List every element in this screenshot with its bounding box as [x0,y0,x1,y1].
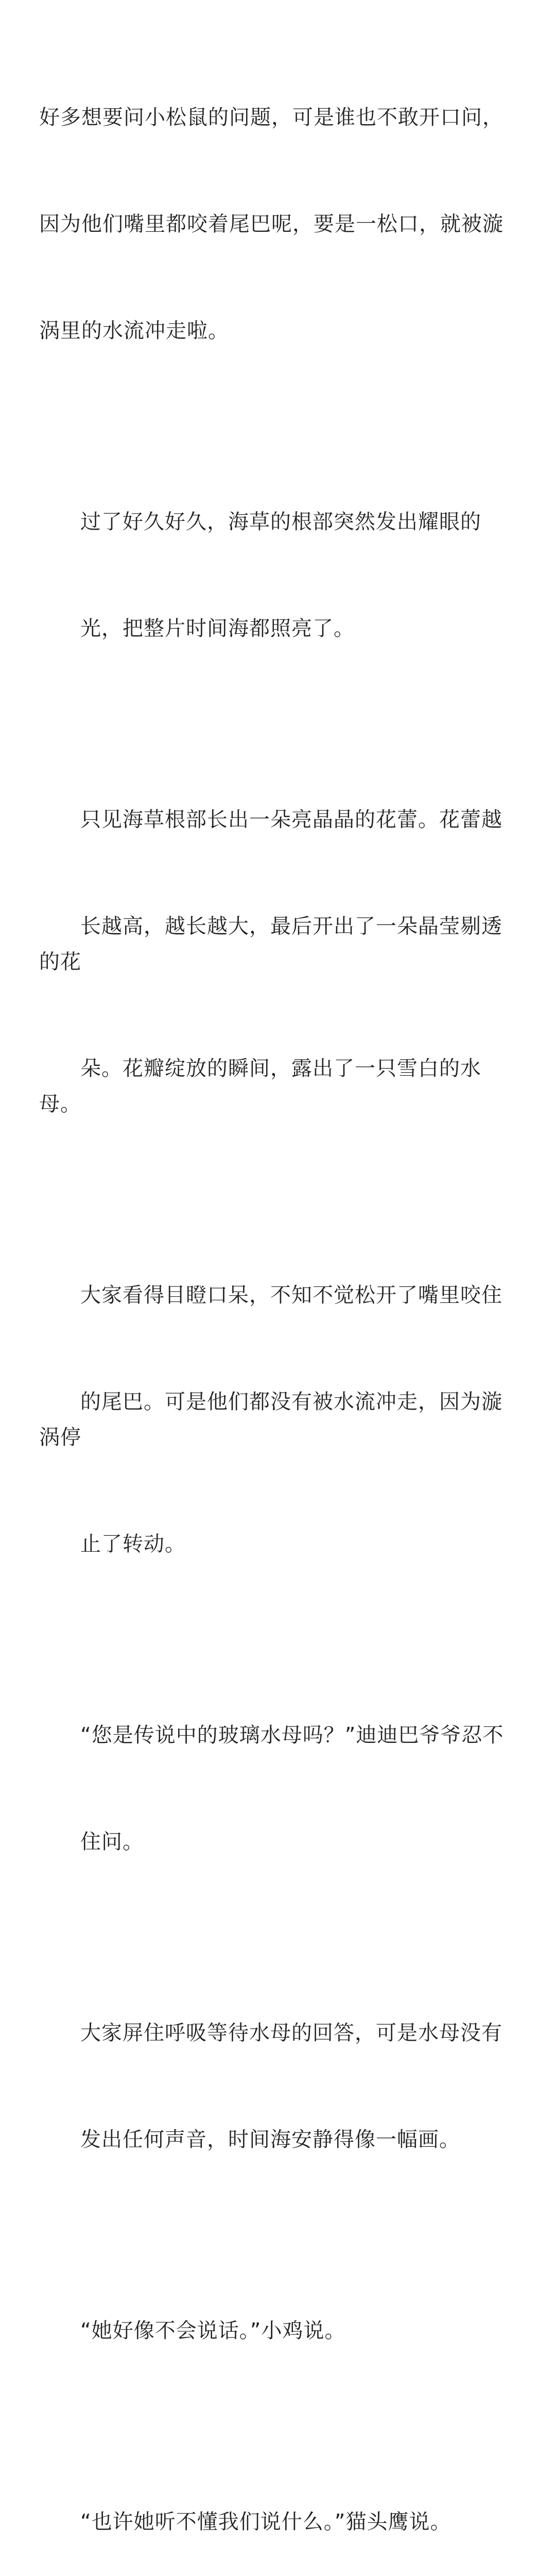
text-line: “也许她听不懂我们说什么。”猫头鹰说。 [80,2510,451,2534]
text-line: 止了转动。 [80,1532,186,1556]
text-line: 涡里的水流冲走啦。 [39,319,229,343]
text-line: 过了好久好久，海草的根部突然发出耀眼的 [80,510,481,534]
paragraph-3 [39,731,518,1193]
text-line: 住问。 [80,1830,144,1854]
text-line: 只见海草根部长出一朵亮晶晶的花蕾。花蕾越 [80,808,502,832]
paragraph-7 [39,2242,518,2420]
text-line: 的尾巴。可是他们都没有被水流冲走，因为漩涡停 [39,1390,502,1449]
text-line: 因为他们嘴里都咬着尾巴呢，要是一松口，就被漩 [39,212,503,236]
text-line: 发出任何声音，时间海安静得像一幅画。 [80,2128,460,2151]
text-line: 朵。花瓣绽放的瞬间，露出了一只雪白的水母。 [39,1057,481,1116]
text-line: 大家屏住呼吸等待水母的回答，可是水母没有 [80,2021,502,2045]
text-line: 长越高，越长越大，最后开出了一朵晶莹剔透的花 [39,914,502,974]
paragraph-2 [39,433,518,718]
text-line: 光，把整片时间海都照亮了。 [80,617,355,640]
paragraph-4 [39,1207,518,1633]
text-line: 好多想要问小松鼠的问题，可是谁也不敢开口问， [39,106,503,129]
text-column [39,29,518,2576]
paragraph-8 [39,2433,518,2576]
paragraph-1 [39,29,518,420]
paragraph-5 [39,1647,518,1931]
text-line: “她好像不会说话。”小鸡说。 [80,2319,346,2343]
paragraph-6 [39,1944,518,2229]
text-line: “您是传说中的玻璃水母吗？”迪迪巴爷爷忍不 [80,1723,504,1747]
text-line: 大家看得目瞪口呆，不知不觉松开了嘴里咬住 [80,1283,502,1307]
